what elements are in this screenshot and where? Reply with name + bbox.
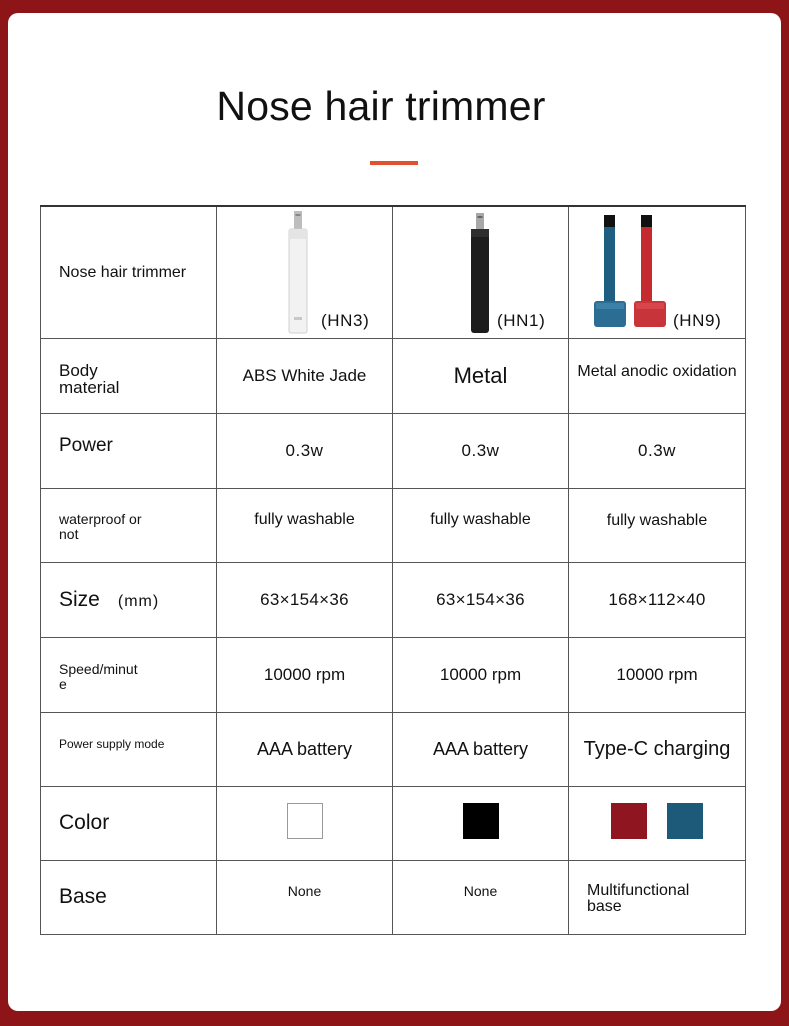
label-speed: Speed/minut e bbox=[41, 637, 217, 712]
power-hn1: 0.3w bbox=[393, 413, 569, 488]
speed-hn3: 10000 rpm bbox=[217, 637, 393, 712]
red-color-swatch bbox=[611, 803, 647, 839]
white-trimmer-icon bbox=[283, 209, 313, 335]
product-hn3-cell bbox=[217, 206, 393, 338]
row-speed bbox=[41, 637, 746, 712]
page-title: Nose hair trimmer bbox=[216, 83, 546, 129]
base-hn1: None bbox=[393, 860, 569, 934]
label-body-material: Body material bbox=[41, 338, 217, 413]
content-card bbox=[8, 13, 781, 1011]
row-power bbox=[41, 413, 746, 488]
power-supply-hn1: AAA battery bbox=[393, 712, 569, 786]
label-base: Base bbox=[41, 860, 217, 934]
speed-hn9: 10000 rpm bbox=[569, 637, 746, 712]
material-hn9: Metal anodic oxidation bbox=[569, 338, 746, 413]
size-hn1: 63×154×36 bbox=[393, 562, 569, 637]
white-color-swatch bbox=[287, 803, 323, 839]
power-hn3: 0.3w bbox=[217, 413, 393, 488]
row-body-material bbox=[41, 338, 746, 413]
material-hn3: ABS White Jade bbox=[217, 338, 393, 413]
row-base bbox=[41, 860, 746, 934]
power-supply-hn9: Type-C charging bbox=[569, 712, 746, 786]
material-hn1: Metal bbox=[393, 338, 569, 413]
header-label-cell bbox=[41, 206, 217, 338]
label-color: Color bbox=[41, 786, 217, 860]
speed-hn1: 10000 rpm bbox=[393, 637, 569, 712]
model-hn9: (HN9) bbox=[673, 311, 722, 331]
dual-trimmer-with-base-icon bbox=[591, 209, 671, 335]
comparison-table bbox=[40, 205, 746, 935]
title-accent-bar bbox=[370, 161, 418, 165]
label-size: Size (mm) bbox=[41, 562, 217, 637]
row-waterproof bbox=[41, 488, 746, 562]
header-row bbox=[41, 206, 746, 338]
waterproof-hn9: fully washable bbox=[569, 488, 746, 562]
row-power-supply bbox=[41, 712, 746, 786]
product-hn1-cell bbox=[393, 206, 569, 338]
header-label: Nose hair trimmer bbox=[59, 264, 187, 282]
power-hn9: 0.3w bbox=[569, 413, 746, 488]
color-hn1 bbox=[393, 786, 569, 860]
size-hn9: 168×112×40 bbox=[569, 562, 746, 637]
model-hn1: (HN1) bbox=[497, 311, 546, 331]
color-hn9 bbox=[569, 786, 746, 860]
base-hn3: None bbox=[217, 860, 393, 934]
black-color-swatch bbox=[463, 803, 499, 839]
base-hn9: Multifunctional base bbox=[569, 860, 746, 934]
size-hn3: 63×154×36 bbox=[217, 562, 393, 637]
row-color bbox=[41, 786, 746, 860]
color-hn3 bbox=[217, 786, 393, 860]
label-power: Power bbox=[41, 413, 217, 488]
product-hn9-cell bbox=[569, 206, 746, 338]
blue-color-swatch bbox=[667, 803, 703, 839]
row-size bbox=[41, 562, 746, 637]
model-hn3: (HN3) bbox=[321, 311, 370, 331]
black-trimmer-icon bbox=[465, 209, 495, 335]
waterproof-hn3: fully washable bbox=[217, 488, 393, 562]
power-supply-hn3: AAA battery bbox=[217, 712, 393, 786]
size-unit: (mm) bbox=[117, 592, 160, 610]
label-power-supply: Power supply mode bbox=[41, 712, 217, 786]
waterproof-hn1: fully washable bbox=[393, 488, 569, 562]
label-waterproof: waterproof or not bbox=[41, 488, 217, 562]
